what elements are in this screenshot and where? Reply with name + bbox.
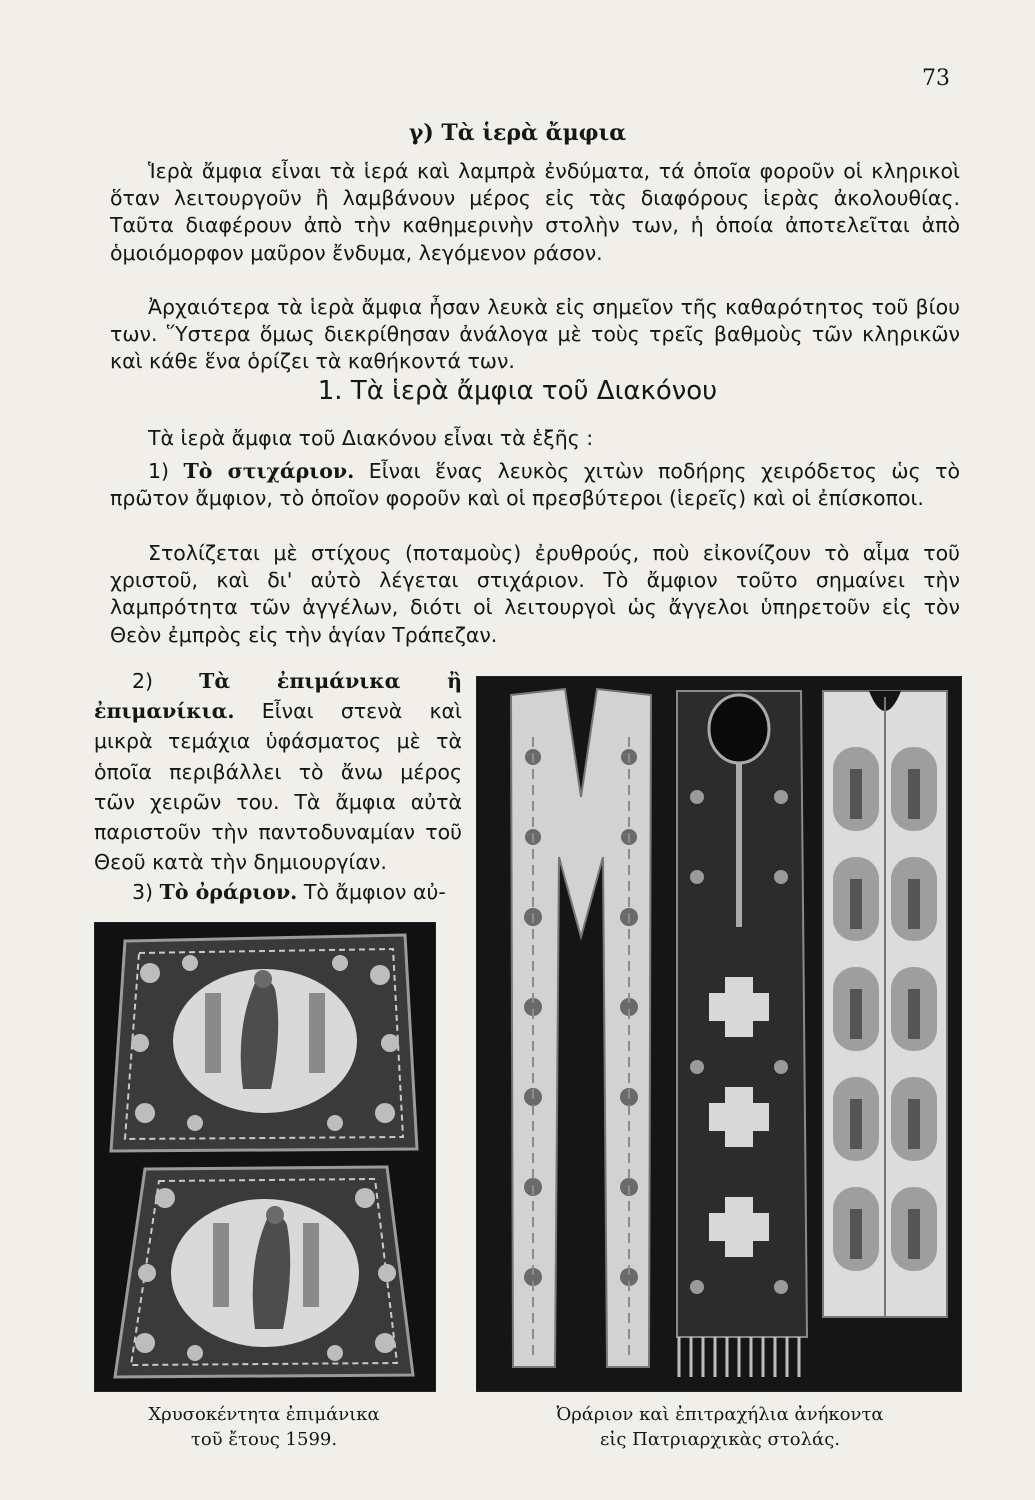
item-term: Τὰ ἐπιμάνικα ἢ ἐπιμανίκια.	[94, 669, 462, 724]
orarion-caption	[500, 1402, 940, 1452]
epimanikia-photo	[94, 922, 436, 1392]
item-text: Εἶναι ἕνας λευκὸς χιτὼν ποδήρης χειρόδετος ὡς τὸ πρῶτον ἄμφιον, τὸ ὁποῖον φοροῦν καὶ οἱ πρεσβύτεροι (ἱερεῖς) καὶ οἱ ἐπίσκοποι.	[110, 459, 960, 511]
intro-paragraph: Ἱερὰ ἄμφια εἶναι τὰ ἱερά καὶ λαμπρὰ ἐνδύματα, τά ὁποῖα φοροῦν οἱ κληρικοὶ ὅταν λειτουργοῦν ἢ λαμβάνουν μέρος εἰς τὰς διαφόρους ἱερὰς ἀκολουθίας. Ταῦτα διαφέρουν ἀπὸ τὴν καθημερινὴν στολὴν των, ἡ ὁποία ἀποτελεῖται ἀπὸ ὁμοιόμορφον μαῦρον ἔνδυμα, λεγόμενον ράσον.	[110, 159, 960, 265]
item-term: Τὸ ὀράριον.	[159, 880, 298, 904]
sticharion-continuation: Στολίζεται μὲ στίχους (ποταμοὺς) ἐρυθρούς, ποὺ εἰκονίζουν τὸ αἷμα τοῦ χριστοῦ, καὶ δι' αὐτὸ λέγεται στιχάριον. Τὸ ἄμφιον τοῦτο σημαίνει τὴν λαμπρότητα τῶν ἀγγέλων, διότι οἱ λειτουργοὶ ὡς ἄγγελοι ὑπηρετοῦν εἰς τὸν Θεὸν ἐμπρὸς εἰς τὴν ἁγίαν Τράπεζαν.	[110, 541, 960, 647]
deacon-vestments-heading: 1. Τὰ ἱερὰ ἄμφια τοῦ Διακόνου	[317, 376, 718, 406]
caption-line: τοῦ ἔτους 1599.	[190, 1429, 338, 1450]
list-intro: Τὰ ἱερὰ ἄμφια τοῦ Διακόνου εἶναι τὰ ἑξῆς :	[148, 426, 594, 450]
caption-line: εἰς Πατριαρχικὰς στολάς.	[600, 1429, 840, 1450]
page-number: 73	[922, 66, 950, 91]
caption-line: Ὀράριον καὶ ἐπιτραχήλια ἀνήκοντα	[556, 1404, 884, 1425]
epimanikia-caption	[94, 1402, 434, 1452]
item-text: Τὸ ἄμφιον αὐ-	[303, 880, 446, 904]
item-number: 2)	[132, 669, 154, 693]
caption-line: Χρυσοκέντητα ἐπιμάνικα	[148, 1404, 380, 1425]
item-number: 1)	[148, 459, 170, 483]
item-orarion	[94, 877, 462, 907]
item-text: Εἶναι στενὰ καὶ μικρὰ τεμάχια ὑφάσματος μὲ τὰ ὁποῖα περιβάλλει τὸ ἄνω μέρος τῶν χειρῶν του. Τὰ ἄμφια αὐτὰ παριστοῦν τὴν παντοδυναμίαν τοῦ Θεοῦ κατὰ τὴν δημιουργίαν.	[94, 699, 462, 875]
item-sticharion	[110, 458, 960, 512]
item-term: Τὸ στιχάριον.	[183, 459, 355, 483]
history-paragraph: Ἀρχαιότερα τὰ ἱερὰ ἄμφια ἦσαν λευκὰ εἰς σημεῖον τῆς καθαρότητος τοῦ βίου των. Ὕστερα ὅμως διεκρίθησαν ἀνάλογα μὲ τοὺς τρεῖς βαθμοὺς τῶν κληρικῶν καὶ κάθε ἕνα ὁρίζει τὰ καθήκοντά των.	[110, 295, 960, 374]
item-epimanikia	[94, 666, 462, 877]
orarion-photo	[476, 676, 962, 1392]
section-heading: γ) Τὰ ἱερὰ ἄμφια	[408, 120, 627, 146]
item-number: 3)	[132, 880, 154, 904]
